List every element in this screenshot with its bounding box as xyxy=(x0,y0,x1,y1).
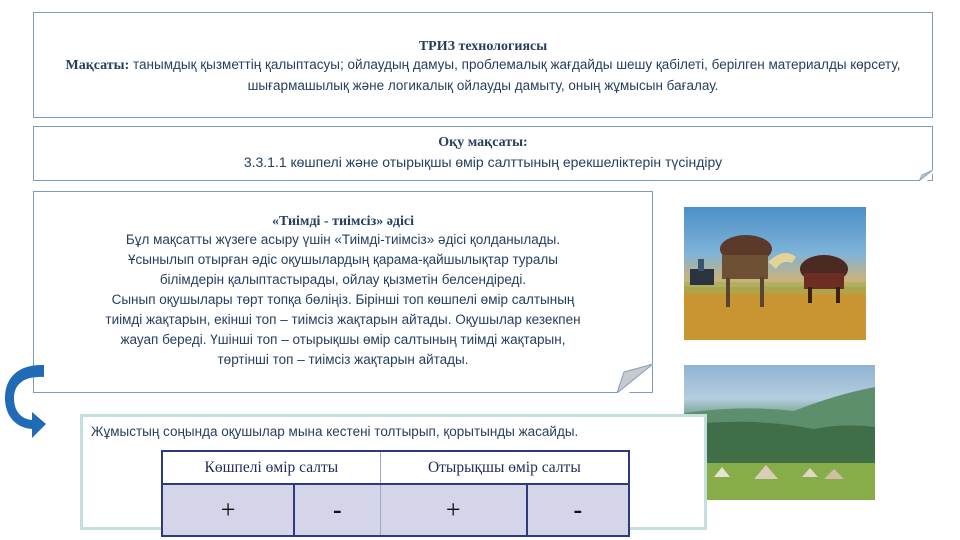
page-curl-icon xyxy=(919,169,933,181)
sedentary-cons-cell[interactable]: - xyxy=(527,484,629,536)
header-nomadic-life: Көшпелі өмір салты xyxy=(162,451,380,484)
triz-header-box xyxy=(33,12,933,118)
triz-title: ТРИЗ технологиясы xyxy=(418,39,548,54)
yurt-valley-photo xyxy=(684,365,875,500)
method-line: Сынып оқушылары төрт топқа бөліңіз. Бірінші топ көшпелі өмір салтының xyxy=(111,292,575,307)
task-instruction: Жұмыстың соңында оқушылар мына кестені толтырып, қорытынды жасайды. xyxy=(91,424,579,439)
method-line: Ұсынылып отырған әдіс оқушылардың қарама-қайшылықтар туралы xyxy=(128,252,558,267)
nomadic-pros-cell[interactable]: + xyxy=(162,484,294,536)
method-box xyxy=(33,191,653,393)
curved-arrow-icon xyxy=(2,362,48,440)
comparison-table xyxy=(161,450,630,537)
triz-goal-paragraph xyxy=(34,55,932,96)
method-line: Бұл мақсатты жүзеге асыру үшін «Тиімді-тиімсіз» әдісі қолданылады. xyxy=(125,232,561,247)
method-title: «Тиімді - тиімсіз» әдісі xyxy=(271,214,414,229)
nomadic-cons-cell[interactable]: - xyxy=(294,484,380,536)
goal-text: танымдық қызметтің қалыптасуы; ойлаудың дамуы, проблемалық жағдайды шешу қабілеті, берілген материалды көрсету, шығармашылық және логикалық ойлауды дамыту, оның жұмысын бағалау. xyxy=(129,57,901,93)
page-curl-icon xyxy=(617,363,653,393)
method-line: жауап береді. Үшінші топ – отырықшы өмір салтының тиімді жақтарын, xyxy=(120,332,566,347)
method-line: білімдерін қалыптастырады, ойлау қызметін белсендіреді. xyxy=(159,272,527,287)
method-description xyxy=(34,230,652,370)
header-sedentary-life: Отырықшы өмір салты xyxy=(380,451,629,484)
sedentary-pros-cell[interactable]: + xyxy=(380,484,527,536)
objective-title: Оқу мақсаты: xyxy=(438,135,528,150)
objective-text: 3.3.1.1 көшпелі және отырықшы өмір салттының ерекшеліктерін түсіндіру xyxy=(243,154,723,170)
learning-objective-box xyxy=(33,126,933,181)
nomad-caravan-photo xyxy=(684,207,866,340)
goal-label: Мақсаты: xyxy=(65,58,130,73)
method-line: тиімді жақтарын, екінші топ – тиімсіз жақтарын айтады. Оқушылар кезекпен xyxy=(105,312,581,327)
task-box xyxy=(80,414,707,530)
method-line: төртінші топ – тиімсіз жақтарын айтады. xyxy=(217,352,469,367)
